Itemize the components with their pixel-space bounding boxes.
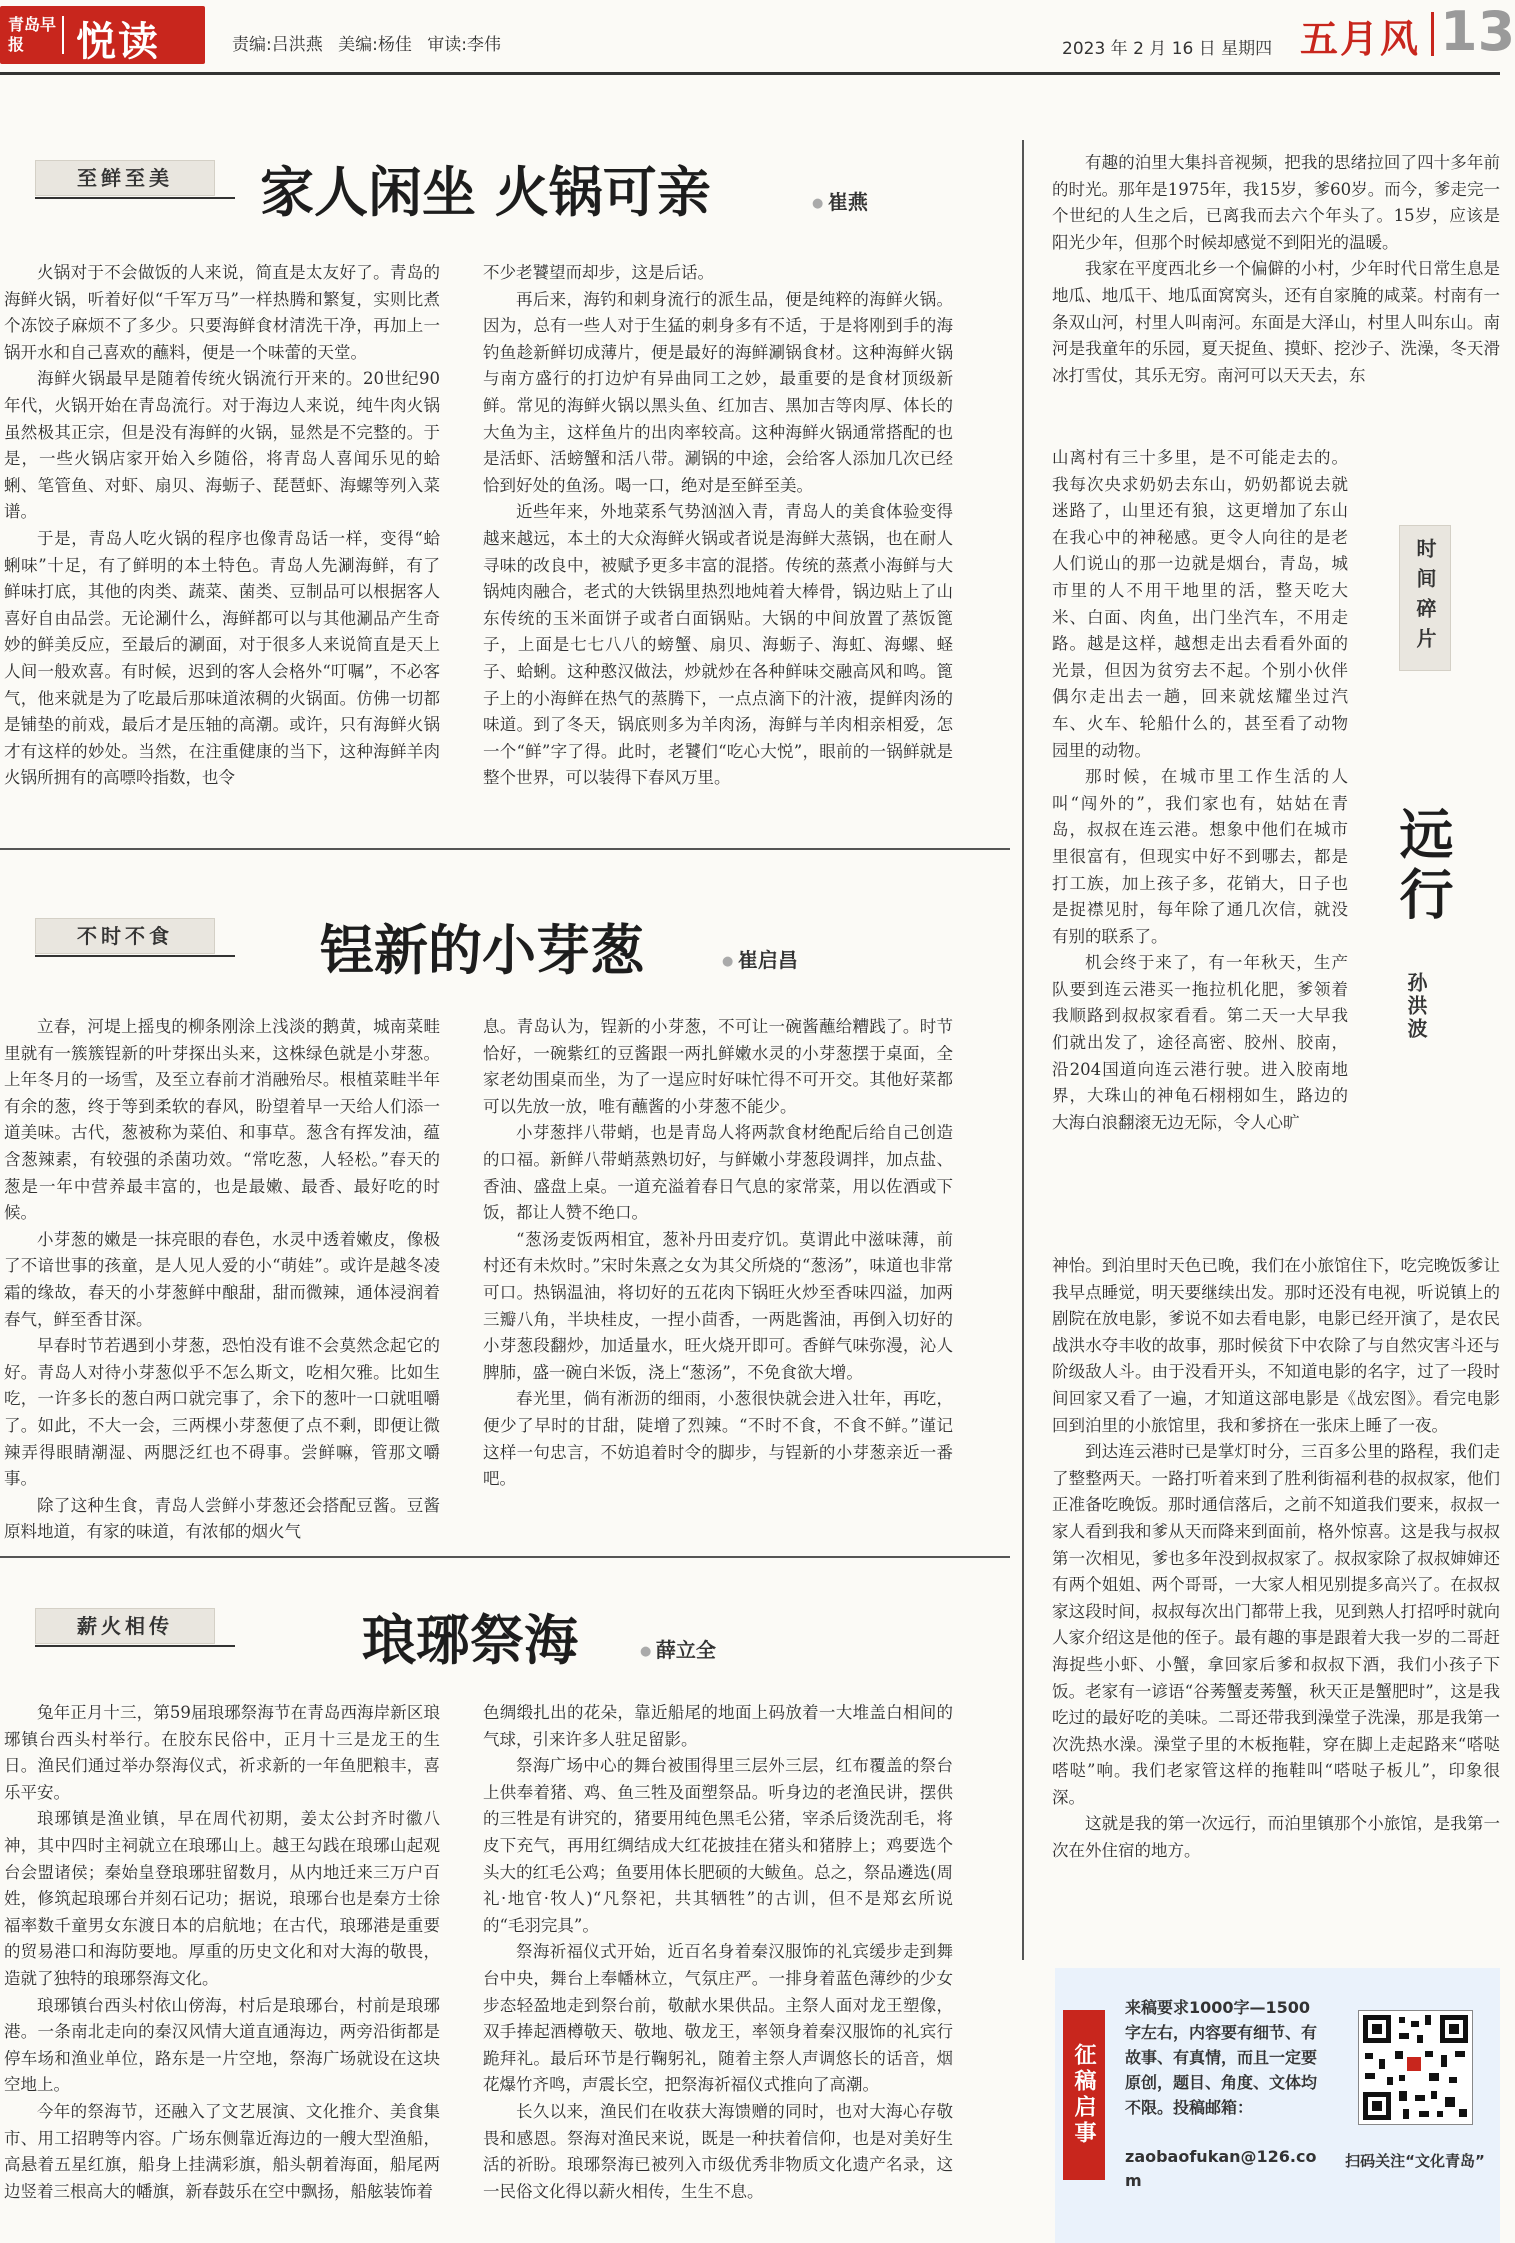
article-separator — [0, 1556, 1010, 1558]
article-journey-title: 远行 — [1391, 806, 1455, 926]
paragraph: 那时候，在城市里工作生活的人叫“闯外的”，我们家也有，姑姑在青岛，叔叔在连云港。想象中他们在城市里很富有，但现实中好不到哪去，都是打工族，加上孩子多，花销大，日子也是捉襟见肘，每年除了通几次信，就没有别的联系了。 — [1052, 767, 1348, 946]
article-hotpot-column-2 — [483, 260, 953, 825]
article-journey-tag: 时间碎片 — [1399, 525, 1451, 671]
designer-credit: 美编:杨佳 — [338, 35, 412, 55]
paragraph: 近些年来，外地菜系气势汹汹入青，青岛人的美食体验变得越来越远，本土的大众海鲜火锅或者说是海鲜大蒸锅，也在耐人寻味的改良中，被赋予更多丰富的混搭。传统的蒸煮小海鲜与大锅炖肉融合，老式的大铁锅里热烈地炖着大棒骨，锅边贴上了山东传统的玉米面饼子或者白面锅贴。大锅的中间放置了蒸饭篦子，上面是七七八八的螃蟹、扇贝、海蛎子、海虹、海螺、蛏子、蛤蜊。这种憨汉做法，炒就炒在各种鲜味交融高风和鸣。篦子上的小海鲜在热气的蒸腾下，一点点滴下的汁液，提鲜肉汤的味道。到了冬天，锅底则多为羊肉汤，海鲜与羊肉相亲相爱，怎一个“鲜”字了得。此时，老饕们“吃心大悦”，眼前的一锅鲜就是整个世界，可以装得下春风万里。 — [483, 502, 953, 788]
paragraph: 祭海祈福仪式开始，近百名身着秦汉服饰的礼宾缓步走到舞台中央，舞台上奉幡林立，气氛庄严。一排身着蓝色薄纱的少女步态轻盈地走到祭台前，敬献水果供品。主祭人面对龙王塑像，双手捧起酒樽敬天、敬地、敬龙王，率领身着秦汉服饰的礼宾行跪拜礼。最后环节是行鞠躬礼，随着主祭人声调悠长的话音，烟花爆竹齐鸣，声震长空，把祭海祈福仪式推向了高潮。 — [483, 1942, 953, 2095]
submission-requirements: 来稿要求1000字—1500字左右，内容要有细节、有故事、有真情，而且一定要原创，题目、角度、文体均不限。投稿邮箱： — [1125, 1998, 1318, 2117]
article-scallion-column-2 — [483, 1014, 953, 1539]
paragraph: 我家在平度西北乡一个偏僻的小村，少年时代日常生息是地瓜、地瓜干、地瓜面窝窝头，还有自家腌的咸菜。村南有一条双山河，村里人叫南河。东面是大泽山，村里人叫东山。南河是我童年的乐园，夏天捉鱼、摸虾、挖沙子、洗澡，冬天滑冰打雪仗，其乐无穷。南河可以天天去，东 — [1052, 259, 1500, 385]
article-scallion-byline: ● 崔启昌 — [722, 944, 798, 973]
paragraph: “葱汤麦饭两相宜，葱补丹田麦疗饥。莫谓此中滋味薄，前村还有未炊时。”宋时朱熹之女为其父所烧的“葱汤”，味道也非常可口。热锅温油，将切好的五花肉下锅旺火炒至香味四溢，加两三瓣八角，半块桂皮，一捏小茴香，一两匙酱油，再倒入切好的小芽葱段翻炒，加适量水，旺火烧开即可。香鲜气味弥漫，沁人脾肺，盛一碗白米饭，浇上“葱汤”，不免食欲大增。 — [483, 1229, 953, 1382]
submission-email[interactable]: zaobaofukan@126.com — [1125, 2147, 1317, 2190]
paragraph: 山离村有三十多里，是不可能走去的。我每次央求奶奶去东山，奶奶都说去就迷路了，山里还有狼，这更增加了东山在我心中的神秘感。更令人向往的是老人们说山的那一边就是烟台，青岛，城市里的人不用干地里的活，整天吃大米、白面、肉鱼，出门坐汽车，不用走路。越是这样，越想走出去看看外面的光景，但因为贫穷去不起。个别小伙伴偶尔走出去一趟，回来就炫耀坐过汽车、火车、轮船什么的，甚至看了动物园里的动物。 — [1052, 448, 1348, 760]
article-hotpot-column-1 — [4, 260, 440, 825]
article-sea-ritual-byline: ● 薛立全 — [640, 1634, 716, 1663]
proofreader-credit: 审读:李伟 — [427, 35, 502, 55]
page-number: 13 — [1440, 0, 1515, 63]
logo-divider — [62, 16, 64, 54]
paragraph: 色绸缎扎出的花朵，靠近船尾的地面上码放着一大堆盖白相间的气球，引来许多人驻足留影。 — [483, 1703, 953, 1749]
tag-underline — [35, 1645, 235, 1647]
page-number-divider — [1431, 12, 1434, 56]
paragraph: 小芽葱的嫩是一抹亮眼的春色，水灵中透着嫩皮，像极了不谙世事的孩童，是人见人爱的小“萌娃”。或许是越冬凌霜的缘故，春天的小芽葱鲜中酿甜，甜而微辣，通体浸润着春气，鲜至香甘深。 — [4, 1229, 440, 1329]
article-journey-narrow-text — [1052, 445, 1348, 1253]
tag-underline — [35, 197, 235, 199]
qr-caption: 扫码关注“文化青岛” — [1345, 2152, 1485, 2170]
article-sea-ritual-column-2 — [483, 1700, 953, 2240]
paragraph: 火锅对于不会做饭的人来说，简直是太友好了。青岛的海鲜火锅，听着好似“千军万马”一样热腾和繁复，实则比煮个冻饺子麻烦不了多少。只要海鲜食材清洗干净，再加上一锅开水和自己喜欢的蘸料，便是一个味蕾的天堂。 — [4, 263, 440, 362]
paragraph: 长久以来，渔民们在收获大海馈赠的同时，也对大海心存敬畏和感恩。祭海对渔民来说，既是一种扶着信仰，也是对美好生活的祈盼。琅琊祭海已被列入市级优秀非物质文化遗产名录，这一民俗文化得以薪火相传，生生不息。 — [483, 2101, 953, 2201]
article-sea-ritual-column-1 — [4, 1700, 440, 2240]
paragraph: 除了这种生食，青岛人尝鲜小芽葱还会搭配豆酱。豆酱原料地道，有家的味道，有浓郁的烟火气 — [4, 1495, 440, 1542]
paragraph: 不少老饕望而却步，这是后话。 — [483, 263, 714, 282]
paragraph: 机会终于来了，有一年秋天，生产队要到连云港买一拖拉机化肥，爹领着我顺路到叔叔家看看。第二天一大早我们就出发了，途径高密、胶州、胶南，沿204国道向连云港行驶。进入胶南地界，大珠山的神龟石栩栩如生，路边的大海白浪翻滚无边无际，令人心旷 — [1052, 953, 1348, 1132]
article-scallion-title: 锃新的小芽葱 — [320, 918, 644, 982]
section-name: 五月风 — [1300, 16, 1421, 61]
paragraph: 今年的祭海节，还融入了文艺展演、文化推介、美食集市、用工招聘等内容。广场东侧靠近海边的一艘大型渔船，高悬着五星红旗，船身上挂满彩旗，船头朝着海面，船尾两边竖着三根高大的幡旗，新春鼓乐在空中飘扬，船舷装饰着 — [4, 2101, 440, 2201]
article-journey-byline: 孙洪波 — [1404, 972, 1428, 1041]
paragraph: 琅琊镇是渔业镇，早在周代初期，姜太公封齐时徽八神，其中四时主祠就立在琅琊山上。越王勾践在琅琊山起观台会盟诸侯；秦始皇登琅琊驻留数月，从内地迁来三万户百姓，修筑起琅琊台并刻石记功；据说，琅琊台也是秦方士徐福率数千童男女东渡日本的启航地；在古代，琅琊港是重要的贸易港口和海防要地。厚重的历史文化和对大海的敬畏，造就了独特的琅琊祭海文化。 — [4, 1809, 440, 1988]
paragraph: 小芽葱拌八带蛸，也是青岛人将两款食材绝配后给自己创造的口福。新鲜八带蛸蒸熟切好，与鲜嫩小芽葱段调拌，加点盐、香油、盛盘上桌。一道充溢着春日气息的家常菜，用以佐酒或下饭，都让人赞不绝口。 — [483, 1123, 953, 1223]
paragraph: 有趣的泊里大集抖音视频，把我的思绪拉回了四十多年前的时光。那年是1975年，我15岁，爹60岁。而今，爹走完一个世纪的人生之后，已离我而去六个年头了。15岁，应该是阳光少年，但那个时候却感觉不到阳光的温暖。 — [1052, 153, 1500, 252]
article-scallion-tag: 不时不食 — [35, 918, 215, 954]
column-separator — [1022, 140, 1024, 1960]
paragraph: 立春，河堤上摇曳的柳条刚涂上浅淡的鹅黄，城南菜畦里就有一簇簇锃新的叶芽探出头来，这株绿色就是小芽葱。上年冬月的一场雪，及至立春前才消融殆尽。根植菜畦半年有余的葱，终于等到柔软的春风，盼望着早一天给人们添一道美味。古代，葱被称为菜伯、和事草。葱含有挥发油，蕴含葱辣素，有较强的杀菌功效。“常吃葱，人轻松。”春天的葱是一年中营养最丰富的，也是最嫩、最香、最好吃的时候。 — [4, 1017, 440, 1223]
staff-credits — [232, 30, 511, 55]
editor-credit: 责编:吕洪燕 — [232, 35, 323, 55]
article-journey-bottom-text — [1052, 1253, 1500, 1943]
paragraph: 早春时节若遇到小芽葱，恐怕没有谁不会莫然念起它的好。青岛人对待小芽葱似乎不怎么斯文，吃相欠雅。比如生吃，一许多长的葱白两口就完事了，余下的葱叶一口就咀嚼了。如此，不大一会，三两棵小芽葱便了点不剩，即便让微辣弄得眼睛潮湿、两腮泛红也不碍事。尝鲜嘛，管那文嚼事。 — [4, 1336, 440, 1489]
paragraph: 兔年正月十三，第59届琅琊祭海节在青岛西海岸新区琅琊镇台西头村举行。在胶东民俗中，正月十三是龙王的生日。渔民们通过举办祭海仪式，祈求新的一年鱼肥粮丰，喜乐平安。 — [4, 1703, 440, 1802]
article-hotpot-byline: ● 崔燕 — [812, 186, 868, 215]
article-journey-top-text — [1052, 150, 1500, 445]
issue-date: 2023 年 2 月 16 日 星期四 — [1062, 39, 1273, 59]
paragraph: 琅琊镇台西头村依山傍海，村后是琅琊台，村前是琅琊港。一条南北走向的秦汉风情大道直通海边，两旁沿街都是停车场和渔业单位，路东是一片空地，祭海广场就设在这块空地上。 — [4, 1995, 440, 2095]
paragraph: 春光里，倘有淅沥的细雨，小葱很快就会进入壮年，再吃，便少了早时的甘甜，陡增了烈辣。“不时不食，不食不鲜。”谨记这样一句忠言，不妨追着时令的脚步，与锃新的小芽葱亲近一番吧。 — [483, 1389, 953, 1489]
qr-code-icon[interactable] — [1358, 2010, 1473, 2125]
masthead-rule — [0, 72, 1500, 75]
article-sea-ritual-title: 琅琊祭海 — [362, 1608, 578, 1672]
newspaper-logo — [0, 6, 205, 64]
masthead — [0, 0, 1515, 72]
paragraph: 于是，青岛人吃火锅的程序也像青岛话一样，变得“蛤蜊味”十足，有了鲜明的本土特色。青岛人先涮海鲜，有了鲜味打底，其他的肉类、蔬菜、菌类、豆制品可以根据客人喜好自由品尝。无论涮什么，海鲜都可以与其他涮品产生奇妙的鲜美反应，至最后的涮面，对于很多人来说简直是天上人间一般欢喜。有时候，迟到的客人会格外“叮嘱”，不必客气，他来就是为了吃最后那味道浓稠的火锅面。仿佛一切都是铺垫的前戏，最后才是压轴的高潮。或许，只有海鲜火锅才有这样的妙处。当然，在注重健康的当下，这种海鲜羊肉火锅所拥有的高嘌呤指数，也令 — [4, 528, 440, 788]
article-hotpot-tag: 至鲜至美 — [35, 160, 215, 196]
tag-underline — [35, 955, 235, 957]
logo-paper-name: 青岛早报 — [8, 15, 57, 54]
paragraph: 这就是我的第一次远行，而泊里镇那个小旅馆，是我第一次在外住宿的地方。 — [1052, 1814, 1500, 1861]
paragraph: 海鲜火锅最早是随着传统火锅流行开来的。20世纪90年代，火锅开始在青岛流行。对于海边人来说，纯牛肉火锅虽然极其正宗，但是没有海鲜的火锅，显然是不完整的。于是，一些火锅店家开始入乡随俗，将青岛人喜闻乐见的蛤蜊、笔管鱼、对虾、扇贝、海蛎子、琵琶虾、海螺等列入菜谱。 — [4, 369, 440, 522]
paragraph: 再后来，海钓和刺身流行的派生品，便是纯粹的海鲜火锅。因为，总有一些人对于生猛的刺身多有不适，于是将刚到手的海钓鱼趁新鲜切成薄片，便是最好的海鲜涮锅食材。这种海鲜火锅与南方盛行的打边炉有异曲同工之妙，最重要的是食材顶级新鲜。常见的海鲜火锅以黑头鱼、红加吉、黑加吉等肉厚、体长的大鱼为主，这样鱼片的出肉率较高。这种海鲜火锅通常搭配的也是活虾、活螃蟹和活八带。涮锅的中途，会给客人添加几次已经恰到好处的鱼汤。喝一口，绝对是至鲜至美。 — [483, 289, 953, 495]
paragraph: 神怡。到泊里时天色已晚，我们在小旅馆住下，吃完晚饭爹让我早点睡觉，明天要继续出发。那时还没有电视，听说镇上的剧院在放电影，爹说不如去看电影，电影已经开演了，是农民战洪水夺丰收的故事，那时候贫下中农除了与自然灾害斗还与阶级敌人斗。由于没看开头，不知道电影的名字，过了一段时间回家又看了一遍，才知道这部电影是《战宏图》。看完电影回到泊里的小旅馆里，我和爹挤在一张床上睡了一夜。 — [1052, 1256, 1500, 1435]
article-separator — [0, 848, 1010, 850]
article-sea-ritual-tag: 薪火相传 — [35, 1608, 215, 1644]
logo-page-title: 悦读 — [76, 18, 160, 65]
article-hotpot-title: 家人闲坐 火锅可亲 — [260, 160, 711, 224]
paragraph: 到达连云港时已是掌灯时分，三百多公里的路程，我们走了整整两天。一路打听着来到了胜利街福利巷的叔叔家，他们正准备吃晚饭。那时通信落后，之前不知道我们要来，叔叔一家人看到我和爹从天而降来到面前，格外惊喜。这是我与叔叔第一次相见，爹也多年没到叔叔家了。叔叔家除了叔叔婶婶还有两个姐姐、两个哥哥，一大家人相见别提多高兴了。在叔叔家这段时间，叔叔每次出门都带上我，见到熟人打招呼时就向人家介绍这是他的侄子。最有趣的事是跟着大我一岁的二哥赶海捉些小虾、小蟹，拿回家后爹和叔叔下酒，我们小孩子下饭。老家有一谚语“谷莠蟹麦莠蟹，秋天正是蟹肥时”，这是我吃过的最好吃的美味。二哥还带我到澡堂子洗澡，那是我第一次洗热水澡。澡堂子里的木板拖鞋，穿在脚上走起路来“嗒哒嗒哒”响。我们老家管这样的拖鞋叫“嗒哒子板儿”，印象很深。 — [1052, 1442, 1500, 1807]
article-scallion-column-1 — [4, 1014, 440, 1542]
paragraph: 息。青岛认为，锃新的小芽葱，不可让一碗酱蘸给糟践了。时节恰好，一碗紫红的豆酱跟一两扎鲜嫩水灵的小芽葱摆于桌面，全家老幼围桌而坐，为了一逞应时好味忙得不可开交。其他好菜都可以先放一放，唯有蘸酱的小芽葱不能少。 — [483, 1017, 953, 1116]
submission-notice-label: 征稿启事 — [1063, 2010, 1105, 2180]
paragraph: 祭海广场中心的舞台被围得里三层外三层，红布覆盖的祭台上供奉着猪、鸡、鱼三牲及面塑祭品。听身边的老渔民讲，摆供的三牲是有讲究的，猪要用纯色黑毛公猪，宰杀后烫洗刮毛，将皮下充气，再用红绸结成大红花披挂在猪头和猪脖上；鸡要选个头大的红毛公鸡；鱼要用体长肥硕的大鲅鱼。总之，祭品遴选(周礼·地官·牧人)“凡祭祀，共其牺牲”的古训，但不是郑玄所说的“毛羽完具”。 — [483, 1756, 953, 1935]
